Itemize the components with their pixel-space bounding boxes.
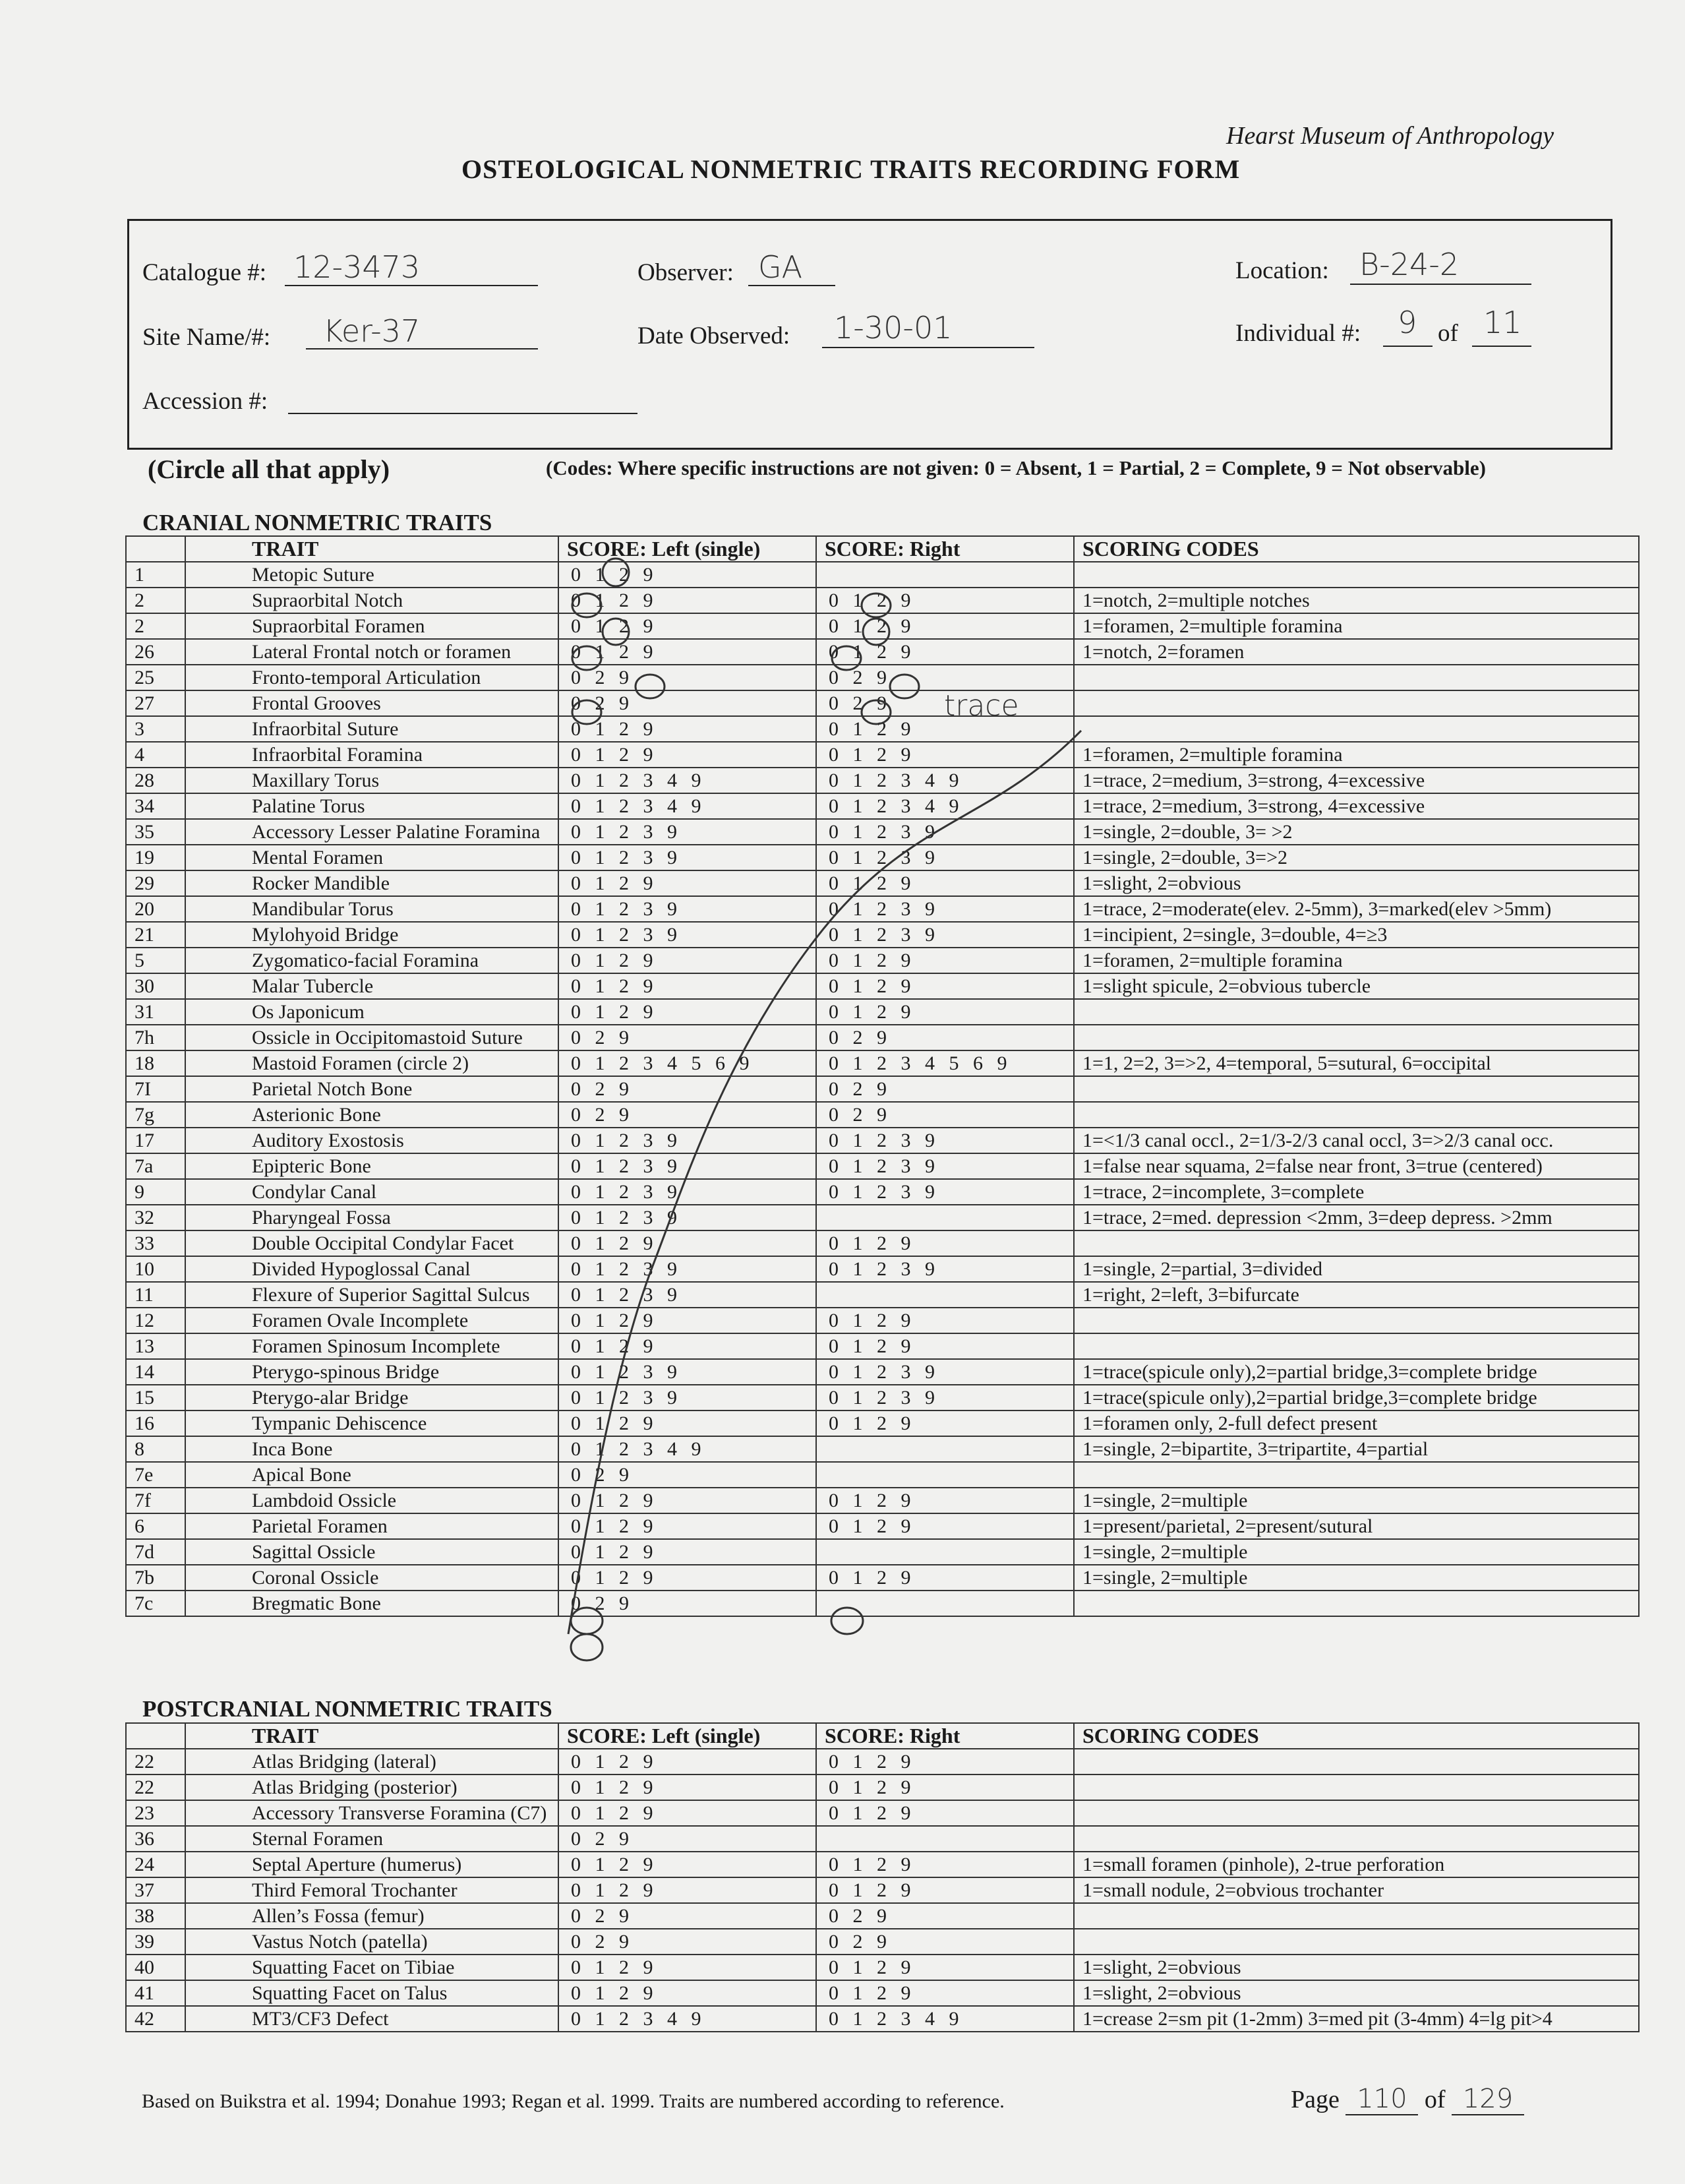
score-right[interactable]: 0 1 2 9 (816, 1980, 1074, 2006)
score-left[interactable]: 0 2 9 (558, 1591, 816, 1616)
score-left[interactable]: 0 1 2 3 9 (558, 1179, 816, 1205)
trait-name: Accessory Transverse Foramina (C7) (185, 1800, 558, 1826)
catalogue-value: 12-3473 (293, 249, 421, 285)
trait-name: Allen’s Fossa (femur) (185, 1903, 558, 1929)
trait-number: 33 (126, 1230, 185, 1256)
trait-name: Maxillary Torus (185, 768, 558, 793)
trait-number: 19 (126, 845, 185, 870)
scoring-codes: 1=trace(spicule only),2=partial bridge,3=complete bridge (1074, 1385, 1639, 1410)
score-left[interactable]: 0 1 2 9 (558, 1800, 816, 1826)
score-right[interactable]: 0 2 9 (816, 1929, 1074, 1955)
scoring-codes: 1=foramen, 2=multiple foramina (1074, 742, 1639, 768)
trait-name: Fronto-temporal Articulation (185, 665, 558, 690)
handwritten-trace-note: trace (944, 689, 1019, 723)
trait-name: Third Femoral Trochanter (185, 1877, 558, 1903)
score-right[interactable]: 0 1 2 9 (816, 973, 1074, 999)
score-right[interactable]: 0 1 2 9 (816, 1513, 1074, 1539)
scoring-codes: 1=foramen only, 2-full defect present (1074, 1410, 1639, 1436)
trait-name: Mastoid Foramen (circle 2) (185, 1050, 558, 1076)
circle-mark (832, 646, 861, 670)
page-of-label: of (1424, 2086, 1446, 2113)
scoring-codes: 1=slight, 2=obvious (1074, 1980, 1639, 2006)
trait-number: 35 (126, 819, 185, 845)
trait-number: 3 (126, 716, 185, 742)
circle-mark (831, 1608, 863, 1634)
score-right[interactable]: 0 2 9 (816, 1903, 1074, 1929)
score-right[interactable]: 0 1 2 9 (816, 639, 1074, 665)
score-left[interactable]: 0 1 2 3 9 (558, 896, 816, 922)
circle-mark (572, 593, 601, 617)
form-title: OSTEOLOGICAL NONMETRIC TRAITS RECORDING FORM (461, 154, 1241, 184)
trait-name: Asterionic Bone (185, 1102, 558, 1128)
trait-name: Condylar Canal (185, 1179, 558, 1205)
header-trait-name: TRAIT (185, 536, 558, 562)
trait-number: 7f (126, 1488, 185, 1513)
score-left[interactable]: 0 2 9 (558, 1076, 816, 1102)
trait-number: 21 (126, 922, 185, 948)
score-right[interactable]: 0 1 2 3 9 (816, 896, 1074, 922)
scoring-codes: 1=present/parietal, 2=present/sutural (1074, 1513, 1639, 1539)
trait-number: 7I (126, 1076, 185, 1102)
trait-name: Inca Bone (185, 1436, 558, 1462)
trait-name: Apical Bone (185, 1462, 558, 1488)
codes-instruction: (Codes: Where specific instructions are not given: 0 = Absent, 1 = Partial, 2 = Complete, 9 = Not observable) (546, 456, 1486, 479)
score-right[interactable]: 0 1 2 9 (816, 588, 1074, 613)
scoring-codes: 1=single, 2=double, 3=>2 (1074, 845, 1639, 870)
trait-name: Mandibular Torus (185, 896, 558, 922)
trait-number: 39 (126, 1929, 185, 1955)
circle-mark (863, 619, 889, 645)
score-right[interactable]: 0 1 2 3 4 9 (816, 768, 1074, 793)
score-left[interactable]: 0 1 2 3 9 (558, 1256, 816, 1282)
observer-label: Observer: (637, 259, 734, 286)
trait-number: 7g (126, 1102, 185, 1128)
trait-name: Supraorbital Notch (185, 588, 558, 613)
scoring-codes: 1=single, 2=multiple (1074, 1539, 1639, 1565)
trait-number: 40 (126, 1955, 185, 1980)
score-right[interactable]: 0 1 2 9 (816, 1955, 1074, 1980)
museum-name: Hearst Museum of Anthropology (1226, 122, 1554, 150)
score-left[interactable]: 0 1 2 9 (558, 639, 816, 665)
header-score-right: SCORE: Right (816, 1723, 1074, 1749)
score-right[interactable]: 0 2 9 (816, 1076, 1074, 1102)
score-left[interactable]: 0 2 9 (558, 1102, 816, 1128)
score-left[interactable]: 0 1 2 9 (558, 1230, 816, 1256)
scoring-codes: 1=incipient, 2=single, 3=double, 4=≥3 (1074, 922, 1639, 948)
scoring-codes: 1=trace, 2=medium, 3=strong, 4=excessive (1074, 793, 1639, 819)
score-left[interactable]: 0 1 2 9 (558, 1749, 816, 1774)
header-score-left: SCORE: Left (single) (558, 1723, 816, 1749)
site-label: Site Name/#: (142, 324, 271, 351)
circle-mark (572, 646, 601, 670)
circle-instruction: (Circle all that apply) (148, 454, 390, 484)
scoring-codes: 1=single, 2=bipartite, 3=tripartite, 4=partial (1074, 1436, 1639, 1462)
score-right[interactable]: 0 1 2 3 9 (816, 819, 1074, 845)
trait-number: 15 (126, 1385, 185, 1410)
scoring-codes: 1=foramen, 2=multiple foramina (1074, 948, 1639, 973)
trait-number: 24 (126, 1852, 185, 1877)
circle-mark (890, 675, 919, 698)
score-right[interactable]: 0 1 2 9 (816, 1488, 1074, 1513)
score-left[interactable]: 0 1 2 9 (558, 1877, 816, 1903)
header-trait-name: TRAIT (185, 1723, 558, 1749)
scoring-codes: 1=single, 2=multiple (1074, 1488, 1639, 1513)
trait-name: Pharyngeal Fossa (185, 1205, 558, 1230)
score-left[interactable]: 0 1 2 9 (558, 1308, 816, 1333)
score-left[interactable]: 0 1 2 3 9 (558, 845, 816, 870)
scoring-codes: 1=single, 2=partial, 3=divided (1074, 1256, 1639, 1282)
trait-number: 8 (126, 1436, 185, 1462)
score-right[interactable]: 0 1 2 3 9 (816, 1128, 1074, 1153)
trait-number: 30 (126, 973, 185, 999)
score-right[interactable]: 0 1 2 9 (816, 742, 1074, 768)
postcranial-section-title: POSTCRANIAL NONMETRIC TRAITS (142, 1696, 552, 1722)
individual-label: Individual #: (1235, 320, 1361, 347)
score-right[interactable]: 0 1 2 9 (816, 1333, 1074, 1359)
circle-mark (571, 1634, 603, 1660)
trait-name: Rocker Mandible (185, 870, 558, 896)
score-left[interactable]: 0 1 2 9 (558, 1410, 816, 1436)
trait-number: 23 (126, 1800, 185, 1826)
trait-name: Infraorbital Foramina (185, 742, 558, 768)
score-right[interactable]: 0 2 9 (816, 1025, 1074, 1050)
trait-number: 22 (126, 1774, 185, 1800)
header-score-right: SCORE: Right (816, 536, 1074, 562)
trait-number: 16 (126, 1410, 185, 1436)
trait-name: Foramen Ovale Incomplete (185, 1308, 558, 1333)
score-right[interactable]: 0 1 2 9 (816, 1877, 1074, 1903)
score-right[interactable]: 0 1 2 3 9 (816, 1256, 1074, 1282)
score-right[interactable]: 0 1 2 9 (816, 1852, 1074, 1877)
trait-name: Squatting Facet on Talus (185, 1980, 558, 2006)
date-value: 1-30-01 (834, 310, 953, 346)
scoring-codes: 1=single, 2=double, 3= >2 (1074, 819, 1639, 845)
trait-number: 31 (126, 999, 185, 1025)
page-number (1291, 2084, 1524, 2115)
trait-name: Mylohyoid Bridge (185, 922, 558, 948)
scoring-codes: 1=trace, 2=medium, 3=strong, 4=excessive (1074, 768, 1639, 793)
score-right[interactable]: 0 1 2 3 4 9 (816, 793, 1074, 819)
trait-number: 38 (126, 1903, 185, 1929)
score-right[interactable]: 0 1 2 3 9 (816, 1153, 1074, 1179)
score-left[interactable]: 0 1 2 3 4 5 6 9 (558, 1050, 816, 1076)
scoring-codes: 1=single, 2=multiple (1074, 1565, 1639, 1591)
score-right[interactable]: 0 2 9 (816, 1102, 1074, 1128)
site-value: Ker-37 (323, 313, 421, 349)
score-right[interactable]: 0 1 2 9 (816, 999, 1074, 1025)
trait-number: 13 (126, 1333, 185, 1359)
trait-name: Os Japonicum (185, 999, 558, 1025)
score-left[interactable]: 0 1 2 3 9 (558, 1153, 816, 1179)
circle-mark (603, 559, 629, 586)
score-right[interactable]: 0 1 2 9 (816, 1565, 1074, 1591)
scoring-codes: 1=small foramen (pinhole), 2-true perforation (1074, 1852, 1639, 1877)
score-left[interactable]: 0 2 9 (558, 690, 816, 716)
trait-number: 41 (126, 1980, 185, 2006)
trait-name: Frontal Grooves (185, 690, 558, 716)
scoring-codes: 1=trace, 2=incomplete, 3=complete (1074, 1179, 1639, 1205)
location-label: Location: (1235, 257, 1329, 284)
score-left[interactable]: 0 2 9 (558, 1826, 816, 1852)
trait-name: Sagittal Ossicle (185, 1539, 558, 1565)
score-left[interactable]: 0 1 2 3 9 (558, 1282, 816, 1308)
of-label: of (1438, 320, 1458, 347)
scoring-codes: 1=trace(spicule only),2=partial bridge,3=complete bridge (1074, 1359, 1639, 1385)
trait-number: 25 (126, 665, 185, 690)
circle-mark (636, 675, 665, 698)
trait-number: 14 (126, 1359, 185, 1385)
score-right[interactable]: 0 1 2 9 (816, 1774, 1074, 1800)
scoring-codes: 1=slight spicule, 2=obvious tubercle (1074, 973, 1639, 999)
circle-mark (862, 593, 891, 617)
score-right[interactable]: 0 1 2 9 (816, 870, 1074, 896)
trait-name: Pterygo-alar Bridge (185, 1385, 558, 1410)
trait-name: Flexure of Superior Sagittal Sulcus (185, 1282, 558, 1308)
trait-number: 29 (126, 870, 185, 896)
scoring-codes: 1=trace, 2=med. depression <2mm, 3=deep depress. >2mm (1074, 1205, 1639, 1230)
score-right[interactable]: 0 2 9 (816, 665, 1074, 690)
trait-number: 12 (126, 1308, 185, 1333)
scoring-codes: 1=slight, 2=obvious (1074, 1955, 1639, 1980)
score-right[interactable]: 0 1 2 9 (816, 1230, 1074, 1256)
score-left[interactable]: 0 1 2 9 (558, 1513, 816, 1539)
trait-name: Vastus Notch (patella) (185, 1929, 558, 1955)
score-right[interactable]: 0 1 2 3 4 9 (816, 2006, 1074, 2032)
trait-name: Double Occipital Condylar Facet (185, 1230, 558, 1256)
score-left[interactable]: 0 2 9 (558, 1929, 816, 1955)
score-left[interactable]: 0 1 2 9 (558, 973, 816, 999)
circle-mark (572, 700, 601, 724)
score-right[interactable]: 0 1 2 3 9 (816, 1385, 1074, 1410)
trait-name: Foramen Spinosum Incomplete (185, 1333, 558, 1359)
trait-number: 7b (126, 1565, 185, 1591)
individual-value: 9 (1398, 305, 1417, 340)
scoring-codes: 1=false near squama, 2=false near front, 3=true (centered) (1074, 1153, 1639, 1179)
score-left[interactable]: 0 1 2 9 (558, 948, 816, 973)
trait-name: Metopic Suture (185, 562, 558, 588)
trait-name: Zygomatico-facial Foramina (185, 948, 558, 973)
score-left[interactable]: 0 1 2 9 (558, 1852, 816, 1877)
score-right[interactable]: 0 1 2 3 9 (816, 922, 1074, 948)
score-left[interactable]: 0 1 2 3 4 9 (558, 793, 816, 819)
trait-number: 2 (126, 613, 185, 639)
trait-number: 7e (126, 1462, 185, 1488)
circle-mark (862, 700, 891, 724)
page-label: Page (1291, 2086, 1340, 2113)
trait-number: 17 (126, 1128, 185, 1153)
trait-name: Atlas Bridging (lateral) (185, 1749, 558, 1774)
score-left[interactable]: 0 1 2 3 9 (558, 922, 816, 948)
score-left[interactable]: 0 1 2 9 (558, 1774, 816, 1800)
score-left[interactable]: 0 2 9 (558, 1903, 816, 1929)
trait-name: Lateral Frontal notch or foramen (185, 639, 558, 665)
trait-name: Lambdoid Ossicle (185, 1488, 558, 1513)
score-left[interactable]: 0 1 2 9 (558, 1565, 816, 1591)
header-score-left: SCORE: Left (single) (558, 536, 816, 562)
scoring-codes: 1=foramen, 2=multiple foramina (1074, 613, 1639, 639)
score-left[interactable]: 0 1 2 3 4 9 (558, 1436, 816, 1462)
trait-number: 34 (126, 793, 185, 819)
trait-name: Sternal Foramen (185, 1826, 558, 1852)
trait-name: Parietal Notch Bone (185, 1076, 558, 1102)
trait-number: 20 (126, 896, 185, 922)
trait-number: 26 (126, 639, 185, 665)
header-scoring-codes: SCORING CODES (1074, 536, 1639, 562)
score-right[interactable]: 0 1 2 9 (816, 613, 1074, 639)
date-label: Date Observed: (637, 322, 790, 349)
score-right[interactable]: 0 1 2 3 9 (816, 1179, 1074, 1205)
score-left[interactable]: 0 1 2 9 (558, 1539, 816, 1565)
trait-name: Septal Aperture (humerus) (185, 1852, 558, 1877)
trait-name: Atlas Bridging (posterior) (185, 1774, 558, 1800)
individual-total-value: 11 (1483, 305, 1522, 340)
accession-label: Accession #: (142, 388, 268, 415)
trait-name: Supraorbital Foramen (185, 613, 558, 639)
trait-name: Ossicle in Occipitomastoid Suture (185, 1025, 558, 1050)
score-left[interactable]: 0 1 2 9 (558, 1955, 816, 1980)
score-left[interactable]: 0 1 2 3 9 (558, 819, 816, 845)
cranial-section-title: CRANIAL NONMETRIC TRAITS (142, 510, 492, 535)
trait-number: 32 (126, 1205, 185, 1230)
trait-name: Tympanic Dehiscence (185, 1410, 558, 1436)
strike-line (568, 731, 1081, 1634)
scoring-codes: 1=notch, 2=foramen (1074, 639, 1639, 665)
scoring-codes: 1=small nodule, 2=obvious trochanter (1074, 1877, 1639, 1903)
trait-name: Accessory Lesser Palatine Foramina (185, 819, 558, 845)
trait-number: 27 (126, 690, 185, 716)
location-value: B-24-2 (1359, 247, 1460, 282)
trait-name: Bregmatic Bone (185, 1591, 558, 1616)
score-left[interactable]: 0 1 2 3 9 (558, 1205, 816, 1230)
score-left[interactable]: 0 1 2 9 (558, 588, 816, 613)
trait-number: 7c (126, 1591, 185, 1616)
score-right[interactable]: 0 2 9 (816, 690, 1074, 716)
score-right[interactable]: 0 1 2 3 9 (816, 1359, 1074, 1385)
scoring-codes: 1=<1/3 canal occl., 2=1/3-2/3 canal occl, 3=>2/3 canal occ. (1074, 1128, 1639, 1153)
trait-name: Coronal Ossicle (185, 1565, 558, 1591)
score-left[interactable]: 0 1 2 9 (558, 1980, 816, 2006)
score-left[interactable]: 0 1 2 9 (558, 613, 816, 639)
trait-number: 22 (126, 1749, 185, 1774)
score-left[interactable]: 0 1 2 3 9 (558, 1385, 816, 1410)
score-left[interactable]: 0 2 9 (558, 1462, 816, 1488)
trait-number: 5 (126, 948, 185, 973)
reference-note: Based on Buikstra et al. 1994; Donahue 1993; Regan et al. 1999. Traits are numbered according to reference. (142, 2090, 1005, 2112)
trait-name: Mental Foramen (185, 845, 558, 870)
trait-name: Divided Hypoglossal Canal (185, 1256, 558, 1282)
score-right[interactable]: 0 1 2 9 (816, 1410, 1074, 1436)
trait-number: 7a (126, 1153, 185, 1179)
scoring-codes: 1=trace, 2=moderate(elev. 2-5mm), 3=marked(elev >5mm) (1074, 896, 1639, 922)
score-left[interactable]: 0 2 9 (558, 1025, 816, 1050)
trait-number: 2 (126, 588, 185, 613)
score-left[interactable]: 0 1 2 9 (558, 1488, 816, 1513)
score-left[interactable]: 0 1 2 3 9 (558, 1128, 816, 1153)
trait-number: 42 (126, 2006, 185, 2032)
score-left[interactable]: 0 1 2 3 4 9 (558, 768, 816, 793)
page-value[interactable]: 110 (1345, 2084, 1418, 2115)
trait-name: Infraorbital Suture (185, 716, 558, 742)
page-total[interactable]: 129 (1452, 2084, 1524, 2115)
trait-number: 4 (126, 742, 185, 768)
score-left[interactable]: 0 1 2 9 (558, 870, 816, 896)
trait-number: 28 (126, 768, 185, 793)
score-left[interactable]: 0 1 2 9 (558, 742, 816, 768)
trait-name: Auditory Exostosis (185, 1128, 558, 1153)
score-right[interactable]: 0 1 2 9 (816, 1800, 1074, 1826)
trait-name: Parietal Foramen (185, 1513, 558, 1539)
score-left[interactable]: 0 1 2 9 (558, 999, 816, 1025)
score-right[interactable]: 0 1 2 9 (816, 948, 1074, 973)
trait-number: 7h (126, 1025, 185, 1050)
trait-name: MT3/CF3 Defect (185, 2006, 558, 2032)
trait-name: Malar Tubercle (185, 973, 558, 999)
trait-name: Palatine Torus (185, 793, 558, 819)
catalogue-label: Catalogue #: (142, 259, 267, 286)
header-scoring-codes: SCORING CODES (1074, 1723, 1639, 1749)
score-right[interactable]: 0 1 2 9 (816, 1308, 1074, 1333)
score-right[interactable]: 0 1 2 3 9 (816, 845, 1074, 870)
trait-number: 10 (126, 1256, 185, 1282)
score-right[interactable]: 0 1 2 3 4 5 6 9 (816, 1050, 1074, 1076)
trait-number: 6 (126, 1513, 185, 1539)
trait-number: 11 (126, 1282, 185, 1308)
score-left[interactable]: 0 1 2 9 (558, 1333, 816, 1359)
trait-name: Epipteric Bone (185, 1153, 558, 1179)
trait-number: 36 (126, 1826, 185, 1852)
trait-number: 18 (126, 1050, 185, 1076)
scoring-codes: 1=slight, 2=obvious (1074, 870, 1639, 896)
circle-mark (571, 1608, 603, 1634)
score-left[interactable]: 0 1 2 9 (558, 716, 816, 742)
score-left[interactable]: 0 2 9 (558, 665, 816, 690)
trait-number: 9 (126, 1179, 185, 1205)
score-right[interactable]: 0 1 2 9 (816, 1749, 1074, 1774)
trait-name: Pterygo-spinous Bridge (185, 1359, 558, 1385)
score-left[interactable]: 0 1 2 9 (558, 562, 816, 588)
trait-number: 7d (126, 1539, 185, 1565)
scoring-codes: 1=notch, 2=multiple notches (1074, 588, 1639, 613)
score-left[interactable]: 0 1 2 3 9 (558, 1359, 816, 1385)
trait-number: 1 (126, 562, 185, 588)
trait-number: 37 (126, 1877, 185, 1903)
score-right[interactable]: 0 1 2 9 (816, 716, 1074, 742)
score-left[interactable]: 0 1 2 3 4 9 (558, 2006, 816, 2032)
scoring-codes: 1=1, 2=2, 3=>2, 4=temporal, 5=sutural, 6=occipital (1074, 1050, 1639, 1076)
observer-value: GA (758, 249, 803, 285)
scoring-codes: 1=crease 2=sm pit (1-2mm) 3=med pit (3-4mm) 4=lg pit>4 (1074, 2006, 1639, 2032)
trait-name: Squatting Facet on Tibiae (185, 1955, 558, 1980)
scoring-codes: 1=right, 2=left, 3=bifurcate (1074, 1282, 1639, 1308)
circle-mark (603, 619, 629, 645)
